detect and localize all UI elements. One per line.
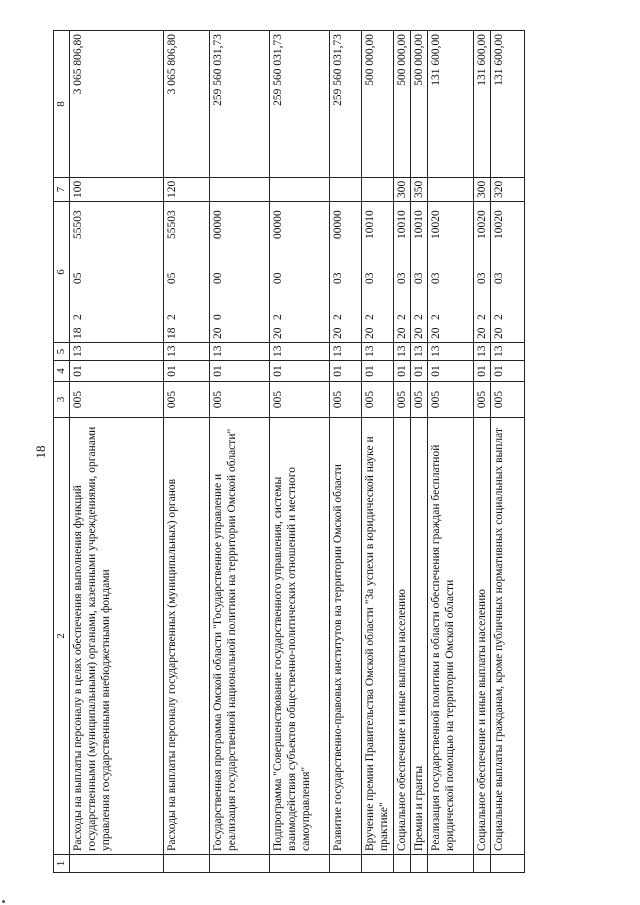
code-part: 20 — [272, 327, 284, 339]
row-number-cell — [70, 855, 164, 873]
code-part: 2 — [72, 314, 84, 320]
code-part: 20 — [396, 327, 408, 339]
subsection-code: 13 — [210, 343, 270, 361]
section-code: 01 — [411, 361, 428, 382]
target-article-code — [428, 202, 474, 343]
table-row — [362, 31, 394, 873]
code-part: 10020 — [430, 210, 443, 239]
page-number: 18 — [33, 445, 48, 459]
expense-type-code: 350 — [411, 178, 428, 202]
target-article-code — [270, 202, 330, 343]
section-code: 01 — [270, 361, 330, 382]
target-article-code — [362, 202, 394, 343]
code-part: 20 — [332, 327, 344, 339]
section-code: 01 — [164, 361, 210, 382]
grbs-code: 005 — [428, 382, 474, 418]
amount: 131 600,00 — [474, 31, 491, 178]
amount: 131 600,00 — [428, 31, 474, 178]
row-number-cell — [270, 855, 330, 873]
table-row — [210, 31, 270, 873]
code-part: 55503 — [166, 210, 178, 239]
item-name: Подпрограмма "Совершенствование государственного управления, системы взаимодействия субъектов общественно-политических отношений и местного самоуправления" — [270, 418, 330, 855]
code-part: 03 — [493, 272, 506, 284]
table-row — [270, 31, 330, 873]
code-part: 00000 — [272, 210, 284, 239]
target-article-code — [70, 202, 164, 343]
amount: 259 560 031,73 — [270, 31, 330, 178]
item-name: Расходы на выплаты персоналу государственных (муниципальных) органов — [164, 418, 210, 855]
grbs-code: 005 — [411, 382, 428, 418]
code-part: 2 — [396, 314, 408, 320]
code-part: 00000 — [332, 210, 344, 239]
code-part: 10010 — [396, 210, 408, 239]
column-number: 3 — [54, 382, 70, 418]
grbs-code: 005 — [394, 382, 411, 418]
row-number-cell — [428, 855, 474, 873]
column-number: 7 — [54, 178, 70, 202]
column-number: 5 — [54, 343, 70, 361]
expense-type-code: 300 — [474, 178, 491, 202]
section-code: 01 — [70, 361, 164, 382]
code-part: 2 — [272, 314, 284, 320]
expense-type-code — [210, 178, 270, 202]
subsection-code: 13 — [70, 343, 164, 361]
code-part: 2 — [493, 314, 506, 320]
item-name: Социальное обеспечение и иные выплаты населению — [474, 418, 491, 855]
subsection-code: 13 — [270, 343, 330, 361]
code-part: 20 — [476, 327, 489, 339]
code-part: 05 — [72, 272, 84, 284]
item-name: Социальные выплаты гражданам, кроме публичных нормативных социальных выплат — [491, 418, 525, 855]
code-part: 2 — [332, 314, 344, 320]
code-part: 03 — [430, 272, 443, 284]
code-part: 03 — [476, 272, 489, 284]
section-code: 01 — [210, 361, 270, 382]
code-part: 03 — [396, 272, 408, 284]
row-number-cell — [394, 855, 411, 873]
section-code: 01 — [428, 361, 474, 382]
code-part: 03 — [364, 272, 376, 284]
section-code: 01 — [330, 361, 362, 382]
expense-type-code — [330, 178, 362, 202]
grbs-code: 005 — [330, 382, 362, 418]
code-part: 20 — [212, 327, 224, 339]
code-part: 18 — [72, 327, 84, 339]
table-row — [164, 31, 210, 873]
table-row — [428, 31, 474, 873]
code-part: 20 — [364, 327, 376, 339]
code-part: 18 — [166, 327, 178, 339]
item-name: Развитие государственно-правовых институтов на территории Омской области — [330, 418, 362, 855]
code-part: 0 — [212, 314, 224, 320]
amount: 259 560 031,73 — [330, 31, 362, 178]
code-part: 20 — [430, 327, 443, 339]
expense-type-code: 100 — [70, 178, 164, 202]
table-row — [474, 31, 491, 873]
subsection-code: 13 — [474, 343, 491, 361]
target-article-code — [330, 202, 362, 343]
amount: 500 000,00 — [394, 31, 411, 178]
code-part: 00 — [212, 272, 224, 284]
expense-type-code: 320 — [491, 178, 525, 202]
grbs-code: 005 — [164, 382, 210, 418]
subsection-code: 13 — [362, 343, 394, 361]
code-part: 10010 — [364, 210, 376, 239]
section-code: 01 — [362, 361, 394, 382]
column-number: 1 — [54, 855, 70, 873]
subsection-code: 13 — [491, 343, 525, 361]
code-part: 2 — [364, 314, 376, 320]
amount: 500 000,00 — [362, 31, 394, 178]
expense-type-code — [428, 178, 474, 202]
section-code: 01 — [394, 361, 411, 382]
scan-speck — [2, 900, 5, 903]
table-row — [70, 31, 164, 873]
code-part: 03 — [413, 272, 426, 284]
item-name: Социальное обеспечение и иные выплаты населению — [394, 418, 411, 855]
grbs-code: 005 — [210, 382, 270, 418]
code-part: 20 — [493, 327, 506, 339]
code-part: 10020 — [476, 210, 489, 239]
table-row — [411, 31, 428, 873]
table-row — [394, 31, 411, 873]
table-row — [491, 31, 525, 873]
amount: 500 000,00 — [411, 31, 428, 178]
code-part: 55503 — [72, 210, 84, 239]
code-part: 05 — [166, 272, 178, 284]
table-row — [330, 31, 362, 873]
expense-type-code: 120 — [164, 178, 210, 202]
code-part: 10020 — [493, 210, 506, 239]
grbs-code: 005 — [270, 382, 330, 418]
row-number-cell — [330, 855, 362, 873]
column-number: 6 — [54, 202, 70, 343]
item-name: Расходы на выплаты персоналу в целях обеспечения выполнения функций государственными (муниципальными) органами, казенными учреждениями, органами управления государственными внебюджетными фондами — [70, 418, 164, 855]
target-article-code — [411, 202, 428, 343]
code-part: 2 — [476, 314, 489, 320]
item-name: Государственная программа Омской области "Государственное управление и реализация государственной национальной политики на территории Омской области" — [210, 418, 270, 855]
subsection-code: 13 — [394, 343, 411, 361]
code-part: 2 — [430, 314, 443, 320]
subsection-code: 13 — [330, 343, 362, 361]
column-number: 2 — [54, 418, 70, 855]
code-part: 00000 — [212, 210, 224, 239]
subsection-code: 13 — [164, 343, 210, 361]
grbs-code: 005 — [362, 382, 394, 418]
rotated-page-content — [33, 31, 590, 873]
target-article-code — [491, 202, 525, 343]
amount: 3 065 806,80 — [164, 31, 210, 178]
subsection-code: 13 — [411, 343, 428, 361]
code-part: 2 — [166, 314, 178, 320]
row-number-cell — [474, 855, 491, 873]
item-name: Реализация государственной политики в области обеспечения граждан бесплатной юридической помощью на территории Омской области — [428, 418, 474, 855]
code-part: 20 — [413, 327, 426, 339]
column-number-row — [54, 31, 70, 873]
code-part: 2 — [413, 314, 426, 320]
expense-type-code — [270, 178, 330, 202]
amount: 259 560 031,73 — [210, 31, 270, 178]
grbs-code: 005 — [70, 382, 164, 418]
grbs-code: 005 — [474, 382, 491, 418]
section-code: 01 — [474, 361, 491, 382]
target-article-code — [474, 202, 491, 343]
row-number-cell — [164, 855, 210, 873]
amount: 131 600,00 — [491, 31, 525, 178]
row-number-cell — [411, 855, 428, 873]
code-part: 03 — [332, 272, 344, 284]
amount: 3 065 806,80 — [70, 31, 164, 178]
code-part: 10010 — [413, 210, 426, 239]
item-name: Премии и гранты — [411, 418, 428, 855]
budget-table — [53, 30, 525, 873]
subsection-code: 13 — [428, 343, 474, 361]
target-article-code — [394, 202, 411, 343]
column-number: 4 — [54, 361, 70, 382]
code-part: 00 — [272, 272, 284, 284]
table-body — [70, 31, 525, 873]
target-article-code — [164, 202, 210, 343]
item-name: Вручение премии Правительства Омской области "За успехи в юридической науке и практике" — [362, 418, 394, 855]
column-number: 8 — [54, 31, 70, 178]
section-code: 01 — [491, 361, 525, 382]
row-number-cell — [491, 855, 525, 873]
row-number-cell — [362, 855, 394, 873]
expense-type-code: 300 — [394, 178, 411, 202]
expense-type-code — [362, 178, 394, 202]
target-article-code — [210, 202, 270, 343]
grbs-code: 005 — [491, 382, 525, 418]
row-number-cell — [210, 855, 270, 873]
